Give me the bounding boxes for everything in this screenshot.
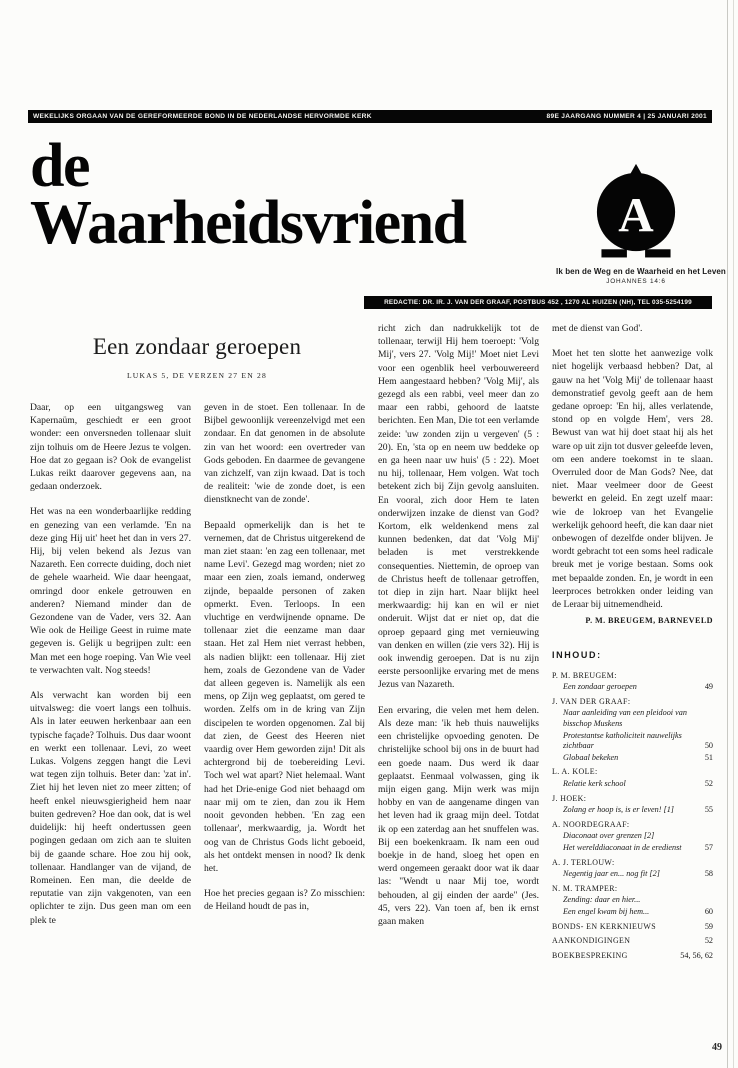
alpha-omega-icon bbox=[590, 162, 682, 262]
toc-entry-text: Naar aanleiding van een pleidooi van bisschop Muskens bbox=[563, 708, 687, 729]
toc-heading: INHOUD: bbox=[552, 650, 602, 661]
article-title: Een zondaar geroepen bbox=[92, 334, 302, 359]
toc-entry-page: 59 bbox=[704, 921, 713, 931]
article-column-3 bbox=[378, 322, 539, 928]
masthead-line1: de bbox=[30, 132, 89, 200]
toc-list bbox=[552, 671, 713, 962]
article-column-4 bbox=[552, 322, 713, 962]
toc-line bbox=[552, 936, 713, 947]
redactie-text: REDACTIE: DR. IR. J. VAN DER GRAAF, POSTBUS 452 , 1270 AL HUIZEN (NH), TEL 035-5254199 bbox=[384, 299, 692, 306]
toc-line bbox=[552, 671, 713, 682]
toc-entry-page: 55 bbox=[704, 805, 713, 815]
organ-statement: WEKELIJKS ORGAAN VAN DE GEREFORMEERDE BOND IN DE NEDERLANDSE HERVORMDE KERK bbox=[33, 113, 372, 120]
toc-entry-text: BONDS- EN KERKNIEUWS bbox=[552, 921, 656, 931]
toc-entry-page: 57 bbox=[704, 842, 713, 852]
toc-line bbox=[552, 708, 713, 729]
toc-entry-text: Relatie kerk school bbox=[563, 779, 626, 789]
toc-entry-text: A. J. TERLOUW: bbox=[552, 857, 615, 867]
toc-entry-page: 49 bbox=[704, 682, 713, 692]
toc-line bbox=[552, 731, 713, 752]
toc-line bbox=[552, 951, 713, 962]
toc-entry-text: Zolang er hoop is, is er leven! [1] bbox=[563, 805, 674, 815]
redactie-bar bbox=[364, 296, 712, 309]
toc-entry-text: L. A. KOLE: bbox=[552, 767, 598, 777]
article-paragraph: Daar, op een uitgangsweg van Kapernaüm, geschiedt er een groot wonder: een onversneden tollenaar sluit zijn tolhuis om de Heere Jezus te volgen. Hoe dat zo gegaan is? Ook de evangelist Lukas reikt daarover gegevens aan, na gedaan onderzoek. bbox=[30, 402, 191, 493]
article-paragraph: richt zich dan nadrukkelijk tot de tollenaar, terwijl Hij hem toeroept: 'Volg Mij', vers 27. 'Volg Mij!' Moet niet Levi voor een ogenblik heel verbouwereerd Hem aangestaard hebben? 'Volg Mij', als gezegd als een rabbi, veel meer dan zo maar een rabbi, gehoord de laatste berichten. Een Man, Die tot een verlamde zeide: 'uw zonden zijn u vergeven' (5 : 20). En, 'sta op en neem uw beddeke op en ga heen naar uw huis' (5 : 22). Moet nu hij, tollenaar, Hem volgen. Wat toch betekent zich bij Zijn gevolg aansluiten. En vooral, zich door Hem te laten onderwijzen inzake de dienst van God? Kortom, elk weldenkend mens zal kunnen bedenken, dat dat 'Volg Mij' beladen is met verstrekkende consequenties. Niettemin, de oproep van de Christus heeft de tollenaar getroffen, tot diep in zijn hart. Naar blijkt heel merkwaardig: hij kan en wil er niet onderuit. Wijst dat er niet op, dat die oproep gepaard ging met vernieuwing van denken en willen (zie vers 32). Hij is ook inwendig geroepen. Dat is nu zijn eerste persoonlijke ervaring met de mens Jezus van Nazareth. bbox=[378, 323, 539, 691]
toc-line bbox=[552, 805, 713, 816]
toc-line bbox=[552, 779, 713, 790]
toc-entry-text: Het werelddiaconaat in de eredienst bbox=[563, 842, 682, 852]
toc-entry-text: P. M. BREUGEM: bbox=[552, 670, 617, 680]
masthead-title bbox=[30, 132, 550, 258]
toc-line bbox=[552, 682, 713, 693]
toc-line bbox=[552, 858, 713, 869]
toc-entry-text: Een engel kwam bij hem... bbox=[563, 906, 650, 916]
toc-entry-page: 58 bbox=[704, 869, 713, 879]
article-paragraph: Hoe het precies gegaan is? Zo misschien: de Heiland houdt de pas in, bbox=[204, 888, 365, 913]
toc-entry-page: 50 bbox=[704, 741, 713, 751]
toc-entry-page: 60 bbox=[704, 906, 713, 916]
toc-line bbox=[552, 884, 713, 895]
toc-line bbox=[552, 895, 713, 906]
folio-page-number: 49 bbox=[712, 1042, 722, 1053]
article-author: P. M. BREUGEM, BARNEVELD bbox=[585, 616, 713, 626]
toc-entry-text: Globaal bekeken bbox=[563, 752, 619, 762]
article-paragraph: Het was na een wonderbaarlijke redding en genezing van een verlamde. 'En na deze ging Hij uit' heet het dan in vers 27. Hij, bij velen bekend als Jezus van Nazareth. Een correcte duiding, doch niet de gehele waarheid. Wie daar heengaat, omringd door enkele getrouwen en anderen? Niemand minder dan de Gezondene van de Vader, vers 32. Aan Wie ook de Heilige Geest in ruime mate gegeven is. Gelijk u begrijpen zult: een Man met een hoge roeping. Van Wie veel te verwachten valt. Nog steeds! bbox=[30, 506, 191, 676]
article-paragraph: met de dienst van God'. bbox=[552, 323, 643, 334]
toc-entry-text: Negentig jaar en... nog fit [2] bbox=[563, 869, 660, 879]
article-paragraph: Bepaald opmerkelijk dan is het te vernemen, dat de Christus uitgerekend de man ziet staan: 'en zag een tollenaar, met name Levi'. Gezegd mag worden; niet zo maar een zien, zoals iemand, onderweg zijnde, bepaalde personen of zaken opmerkt. Even. Terloops. In een vluchtige en verdwijnende opname. De tollenaar ziet die eenzame man daar staan. Het zal Hem niet verrast hebben, als nadien blijkt: een tollenaar. Hij ziet hem, zoals de Gezondene van de Vader dat alleen gegeven is. Namelijk als een mens, op Zijn weg geplaatst, om gered te worden. Zelfs om in de kring van Zijn discipelen te worden opgenomen. Zal bij dat zien, de Geest des Heeren niet vaardig over Hem geworden zijn! Dit als achtergrond bij de toebereiding Levi. Toch wel wat apart? Niet helemaal. Want had het Drie-enige God niet behaagd om naar mij om te zien, dan zou ik Hem nooit gevonden hebben. 'En zag een tollenaar', merkwaardig, ja. Wordt het oog van de Christus Gods licht geboeid, als het ontdekt mensen in nood? Ik denk het. bbox=[204, 519, 365, 874]
article-column-1 bbox=[30, 401, 191, 927]
toc-entry-text: Diaconaat over grenzen [2] bbox=[563, 831, 655, 841]
top-banner bbox=[28, 110, 712, 123]
toc-line bbox=[552, 843, 713, 854]
toc-line bbox=[552, 794, 713, 805]
toc-entry-text: BOEKBESPREKING bbox=[552, 950, 628, 960]
article-paragraph: Een ervaring, die velen met hem delen. Als deze man: 'ik heb thuis nauwelijks een christelijke opvoeding genoten. De christelijke school bij ons in de buurt had een goede naam. Dus werd ik daar geplaatst. Eenmaal volwassen, ging ik mijn eigen gang. Mijn werk was mijn hobby en van de aangename dingen van het leven had ik graag mijn deel. Totdat ik op een zaterdag aan het snuffelen was. Bij een boekenkraam. Ik nam een oud boekje in de hand, sloeg het open en werd ongemeen geraakt door wat ik daar las: "Wendt u naar Mij toe, wordt behouden, al gij einden der aarde" (Jes. 45, vers 22). Van toen af, ben ik ernst gaan maken bbox=[378, 704, 539, 927]
toc-line bbox=[552, 831, 713, 842]
toc-entry-text: Protestantse katholiciteit nauwelijks zichtbaar bbox=[563, 730, 682, 751]
toc-entry-text: Zending: daar en hier... bbox=[563, 895, 641, 905]
scan-edge-line-2 bbox=[733, 0, 734, 1068]
toc-entry-text: J. VAN DER GRAAF: bbox=[552, 696, 631, 706]
article-column-4-paras bbox=[552, 322, 713, 611]
toc-entry-text: A. NOORDEGRAAF: bbox=[552, 819, 630, 829]
motto-text: Ik ben de Weg en de Waarheid en het Leven bbox=[556, 267, 726, 276]
article-paragraph: Als verwacht kan worden bij een uitvalsweg: die voert langs een tolhuis. Als in later eeuwen herkenbaar aan een typische façade? Tolhuis. Dus daar woont en werkt een tollenaar. Levi, zo weet Lukas. Volgens zeggen hangt die Levi wat tegen zijn tolhuis. Beter dan: 'zat in'. Ziet hij het leven niet zo meer zitten; of heeft enkel nieuwsgierigheid hem naar buiten gedreven? Hoe dan ook, dat is wel duidelijk: hij heeft ondertussen geen pogingen gedaan om zich aan te sluiten bij de gaande schare. Hoe zou hij ook, tollenaar. Handlanger van de vijand, de Romeinen. Een man, die deelde de reputatie van zijn vakgenoten, van een oplichter te zijn. Dus geen man om een plek te bbox=[30, 690, 191, 926]
article-paragraph: geven in de stoet. Een tollenaar. In de Bijbel gewoonlijk vereenzelvigd met een zondaar. En dat genomen in de absolute zin van het woord: een overtreder van Gods geboden. En daarmee de gevangene van zichzelf, van zijn kwaad. Dat is toch de realiteit: 'wie de zonde doet, is een dienstknecht van de zonde'. bbox=[204, 402, 365, 506]
toc-entry-text: Een zondaar geroepen bbox=[563, 682, 637, 692]
toc-entry-page: 54, 56, 62 bbox=[680, 950, 713, 960]
toc-entry-text: J. HOEK: bbox=[552, 793, 587, 803]
toc-line bbox=[552, 922, 713, 933]
table-of-contents bbox=[552, 649, 713, 961]
issue-info: 89E JAARGANG NUMMER 4 | 25 JANUARI 2001 bbox=[546, 113, 707, 120]
toc-line bbox=[552, 767, 713, 778]
toc-entry-text: N. M. TRAMPER: bbox=[552, 883, 618, 893]
toc-entry-text: AANKONDIGINGEN bbox=[552, 936, 631, 946]
article-subtitle: LUKAS 5, DE VERZEN 27 EN 28 bbox=[126, 371, 268, 380]
publication-emblem bbox=[556, 162, 726, 285]
article-column-2 bbox=[204, 401, 365, 914]
toc-line bbox=[552, 869, 713, 880]
toc-line bbox=[552, 820, 713, 831]
toc-entry-page: 52 bbox=[704, 936, 713, 946]
scan-edge-line bbox=[727, 0, 728, 1068]
article-paragraph: Moet het ten slotte het aanwezige volk niet hogelijk verbaasd hebben? Dat, al gauw na het 'Volg Mij' de tollenaar haast demonstratief gevolg geeft aan de hem gedane oproep: 'En hij, alles verlatende, stond op en volgde Hem', vers 28. Bewust van wat hij doet staat hij als het ware op uit zijn tot dusver geleefde leven, om een andere toekomst in te slaan. Overruled door de Man Gods? Nee, dat niet. Maar veelmeer door de Geest bewerkt en geleid. En zegt uzelf maar: wie de lokroep van het Evangelie werkelijk gehoord heeft, die kan daar niet onbewogen of dezelfde onder blijven. Je wordt gebracht tot een soms heel radicale breuk met je vorige bestaan. Soms ook met bepaalde zonden. En, je wordt in een leerproces betrokken onder leiding van de Leraar bij uitnemendheid. bbox=[552, 348, 713, 611]
masthead-line2: Waarheidsvriend bbox=[30, 189, 466, 258]
article-header bbox=[30, 334, 364, 380]
toc-entry-page: 52 bbox=[704, 779, 713, 789]
motto-reference: JOHANNES 14:6 bbox=[606, 278, 666, 285]
toc-line bbox=[552, 907, 713, 918]
svg-text:A: A bbox=[618, 187, 654, 243]
toc-line bbox=[552, 753, 713, 764]
toc-entry-page: 51 bbox=[704, 752, 713, 762]
toc-line bbox=[552, 697, 713, 708]
